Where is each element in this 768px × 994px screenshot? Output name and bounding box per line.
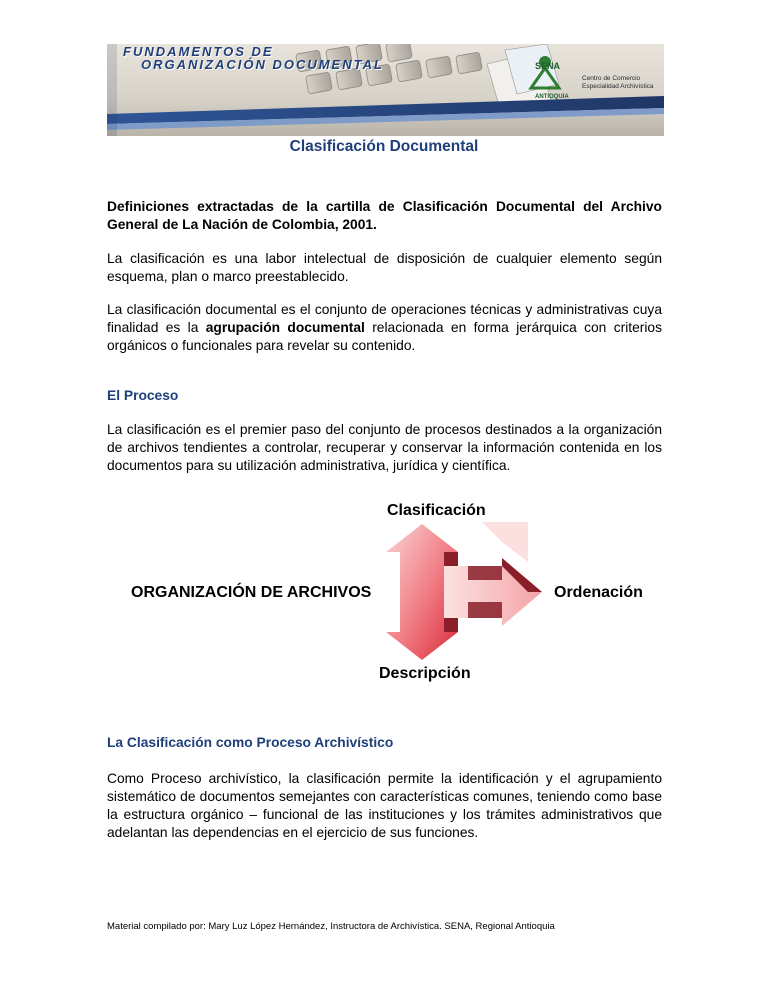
paragraph-process: La clasificación es el premier paso del conjunto de procesos destinados a la organización de archivos tendientes a controlar, recuperar y conservar la información contenida en los documentos para su utilización administrativa, jurídica y científica. [107,422,662,473]
banner-title-line1: FUNDAMENTOS DE [123,44,274,59]
paragraph-archival-process: Como Proceso archivístico, la clasificación permite la identificación y el agrupamiento sistemático de documentos semejantes con características comunes, teniendo como base la estructura orgánico – funcional de las instituciones y los trámites administrativos que adelantan las dependencias en el ejercicio de sus funciones. [107,771,662,840]
diagram-label-organizacion: ORGANIZACIÓN DE ARCHIVOS [131,584,372,601]
process-arrows-diagram [382,522,552,662]
document-title: Clasificación Documental [289,138,479,155]
diagram-label-clasificacion: Clasificación [387,502,486,519]
banner-title-line2: ORGANIZACIÓN DOCUMENTAL [141,57,384,72]
sena-logo: SENA [535,61,561,71]
paragraph-documentary-classification [107,301,662,355]
diagram-label-descripcion: Descripción [379,665,471,682]
section-heading-process: El Proceso [107,388,179,403]
center-name-line1: Centro de Comercio [582,75,641,82]
section-heading-archival-process: La Clasificación como Proceso Archivístico [107,735,394,750]
page-footer: Material compilado por: Mary Luz López Hernández, Instructora de Archivística. SENA, Regional Antioquia [107,921,555,932]
center-name-line2: Especialidad Archivística [582,83,654,90]
sena-region: ANTIOQUIA [535,94,569,100]
diagram-label-ordenacion: Ordenación [554,584,643,601]
paragraph2-emphasis: agrupación documental [205,320,365,335]
intro-paragraph: Definiciones extractadas de la cartilla de Clasificación Documental del Archivo General de La Nación de Colombia, 2001. [107,199,662,232]
header-banner [107,44,664,136]
paragraph2-after: relacionada en forma jerárquica con criterios orgánicos o funcionales para revelar su contenido. [107,320,662,353]
paragraph2-before: La clasificación documental es el conjunto de operaciones técnicas y administrativas cuya finalidad es la [107,302,662,335]
paragraph-classification: La clasificación es una labor intelectual de disposición de cualquier elemento según esquema, plan o marco preestablecido. [107,251,662,284]
